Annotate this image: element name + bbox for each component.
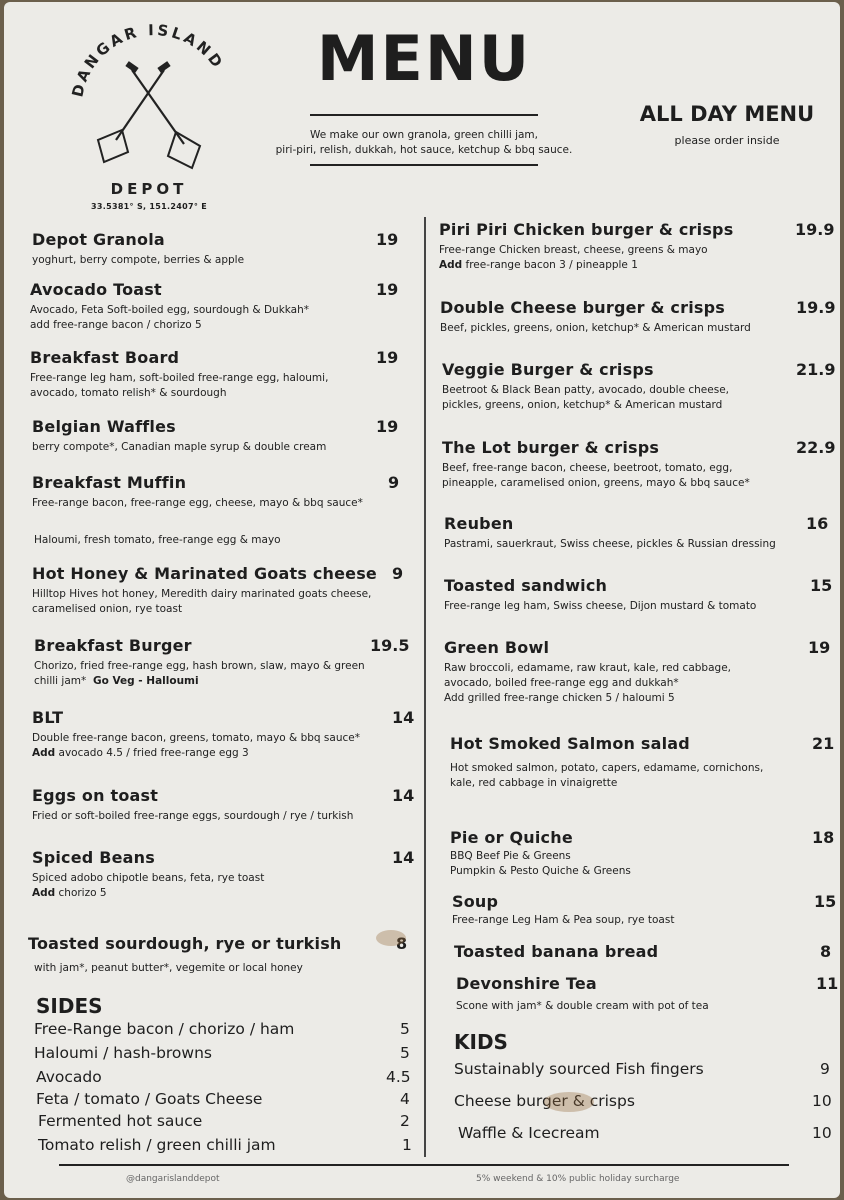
side-price: 5: [400, 1044, 410, 1062]
side-price: 5: [400, 1020, 410, 1038]
side-item: [36, 1068, 416, 1086]
item-price: 22.9: [796, 438, 836, 457]
side-item: [34, 1044, 414, 1062]
sides-heading: SIDES: [36, 994, 103, 1018]
item-description-line: Hilltop Hives hot honey, Meredith dairy marinated goats cheese,: [32, 588, 372, 600]
item-description: [450, 761, 840, 791]
kids-price: 10: [812, 1124, 832, 1142]
addon-text: avocado 4.5 / fried free-range egg 3: [58, 747, 249, 759]
logo-name-top: DANGAR ISLAND: [68, 22, 228, 99]
item-name: Avocado Toast: [30, 280, 162, 299]
item-description: [32, 871, 412, 901]
menu-item: [440, 298, 835, 336]
all-day-subtitle: please order inside: [674, 134, 780, 147]
kids-name: Waffle & Icecream: [458, 1124, 600, 1142]
footer-handle: @dangarislanddepot: [126, 1174, 220, 1184]
item-description-line: Beef, free-range bacon, cheese, beetroot, tomato, egg,: [442, 462, 733, 474]
side-price: 2: [400, 1112, 410, 1130]
page-title: MENU: [316, 22, 532, 95]
item-price: 14: [392, 848, 415, 867]
item-name: Breakfast Muffin: [32, 473, 187, 492]
item-name: Hot Honey & Marinated Goats cheese: [32, 564, 377, 583]
item-description-line: kale, red cabbage in vinaigrette: [450, 777, 618, 789]
menu-item: [454, 942, 840, 961]
side-item: [34, 1020, 414, 1038]
item-name: Green Bowl: [444, 638, 550, 657]
addon-label: Add: [32, 747, 56, 759]
item-price: 8: [396, 934, 408, 953]
item-description-text: chilli jam*: [34, 675, 87, 687]
menu-item: [452, 892, 840, 928]
item-description-line: pineapple, caramelised onion, greens, mayo & bbq sauce*: [442, 477, 750, 489]
menu-item: [442, 438, 837, 491]
column-divider: [424, 217, 426, 1157]
item-description: [30, 371, 402, 401]
menu-item: [450, 734, 840, 791]
side-name: Haloumi / hash-browns: [34, 1044, 212, 1062]
kids-item: [454, 1092, 834, 1110]
item-name: Spiced Beans: [32, 848, 155, 867]
item-description: [450, 849, 840, 879]
menu-item: [450, 828, 840, 879]
side-price: 4.5: [386, 1068, 411, 1086]
intro-underline: [310, 164, 538, 166]
item-addon: add free-range bacon / chorizo 5: [30, 319, 202, 331]
menu-item: [32, 708, 415, 761]
item-description: Free-range bacon, free-range egg, cheese, mayo & bbq sauce*: [32, 497, 363, 509]
item-description-line: Hot smoked salmon, potato, capers, edamame, cornichons,: [450, 762, 764, 774]
side-item: [38, 1136, 418, 1154]
menu-item: [28, 934, 414, 976]
item-description-line: Pumpkin & Pesto Quiche & Greens: [450, 865, 631, 877]
item-price: 19.9: [796, 298, 836, 317]
side-item: [38, 1112, 418, 1130]
item-price: 15: [810, 576, 833, 595]
menu-item: [32, 564, 406, 617]
item-description: [34, 659, 410, 689]
menu-item: [32, 230, 402, 268]
item-description-line: Chorizo, fried free-range egg, hash brown, slaw, mayo & green: [34, 660, 365, 672]
item-description-line: avocado, boiled free-range egg and dukkah*: [444, 677, 679, 689]
item-price: 21: [812, 734, 835, 753]
item-name: Toasted sourdough, rye or turkish: [28, 934, 342, 953]
kids-price: 10: [812, 1092, 832, 1110]
addon-text: free-range bacon 3 / pineapple 1: [465, 259, 638, 271]
item-name: BLT: [32, 708, 64, 727]
item-description: [32, 731, 410, 761]
side-price: 4: [400, 1090, 410, 1108]
item-name: Belgian Waffles: [32, 417, 176, 436]
side-name: Feta / tomato / Goats Cheese: [36, 1090, 263, 1108]
intro-line-1: We make our own granola, green chilli jam,: [309, 129, 538, 141]
item-name: Pie or Quiche: [450, 828, 573, 847]
item-description-line: Free-range Chicken breast, cheese, greens & mayo: [439, 244, 708, 256]
item-description-line: Free-range leg ham, soft-boiled free-range egg, haloumi,: [30, 372, 329, 384]
addon-label: Add: [32, 887, 56, 899]
menu-item: [30, 280, 402, 333]
side-name: Free-Range bacon / chorizo / ham: [34, 1020, 295, 1038]
kids-item: [458, 1124, 838, 1142]
item-description: Free-range Leg Ham & Pea soup, rye toast: [452, 914, 675, 926]
item-name: Double Cheese burger & crisps: [440, 298, 725, 317]
menu-item: [32, 473, 402, 511]
item-description-line: Raw broccoli, edamame, raw kraut, kale, red cabbage,: [444, 662, 731, 674]
item-name: Soup: [452, 892, 499, 911]
item-description-line: Spiced adobo chipotle beans, feta, rye toast: [32, 872, 265, 884]
item-price: 19: [376, 280, 399, 299]
kids-price: 9: [820, 1060, 830, 1078]
menu-item: [444, 514, 839, 552]
menu-item: [32, 786, 415, 824]
item-description-line: Double free-range bacon, greens, tomato, mayo & bbq sauce*: [32, 732, 360, 744]
item-description: [30, 303, 402, 333]
coffee-stain: [544, 1092, 594, 1112]
side-name: Tomato relish / green chilli jam: [38, 1136, 276, 1154]
menu-item: [30, 348, 402, 401]
addon-text: chorizo 5: [58, 887, 107, 899]
item-description: [444, 661, 839, 706]
crossed-oars-icon: [64, 22, 234, 202]
menu-item: [34, 636, 410, 689]
all-day-heading: ALL DAY MENU: [639, 102, 815, 126]
item-name: The Lot burger & crisps: [442, 438, 660, 457]
item-description-line: Avocado, Feta Soft-boiled egg, sourdough & Dukkah*: [30, 304, 310, 316]
item-name: Veggie Burger & crisps: [442, 360, 654, 379]
item-description: Pastrami, sauerkraut, Swiss cheese, pickles & Russian dressing: [444, 538, 776, 550]
item-description: [439, 243, 834, 273]
menu-item: [442, 360, 837, 413]
menu-item: [32, 417, 402, 455]
item-description: Free-range leg ham, Swiss cheese, Dijon mustard & tomato: [444, 600, 757, 612]
item-name: Hot Smoked Salmon salad: [450, 734, 690, 753]
item-price: 19: [808, 638, 831, 657]
item-price: 19.9: [795, 220, 835, 239]
item-price: 19.5: [370, 636, 410, 655]
side-name: Avocado: [36, 1068, 102, 1086]
item-name: Eggs on toast: [32, 786, 159, 805]
item-description: yoghurt, berry compote, berries & apple: [32, 254, 245, 266]
menu-item: [439, 220, 834, 273]
menu-item: [456, 974, 840, 1014]
coordinates: 33.5381° S, 151.2407° E: [91, 202, 207, 211]
item-price: 14: [392, 708, 415, 727]
item-price: 8: [820, 942, 832, 961]
item-price: 11: [816, 974, 839, 993]
item-addon: Add grilled free-range chicken 5 / haloumi 5: [444, 692, 675, 704]
coffee-stain: [376, 930, 406, 946]
intro-line-2: piri-piri, relish, dukkah, hot sauce, ketchup & bbq sauce.: [275, 144, 573, 156]
item-variant: Haloumi, fresh tomato, free-range egg & mayo: [34, 534, 281, 546]
item-description: [442, 383, 837, 413]
menu-sheet: [4, 2, 840, 1198]
side-item: [36, 1090, 416, 1108]
item-description: berry compote*, Canadian maple syrup & double cream: [32, 441, 327, 453]
kids-item: [454, 1060, 834, 1078]
kids-name: Cheese burger & crisps: [454, 1092, 635, 1110]
item-description-line: [34, 674, 410, 689]
item-name: Toasted sandwich: [444, 576, 608, 595]
item-addon: [32, 746, 410, 761]
item-price: 15: [814, 892, 837, 911]
item-price: 19: [376, 230, 399, 249]
item-description: Beef, pickles, greens, onion, ketchup* & American mustard: [440, 322, 751, 334]
item-description: with jam*, peanut butter*, vegemite or local honey: [34, 962, 303, 974]
item-price: 19: [376, 417, 399, 436]
item-price: 18: [812, 828, 835, 847]
item-price: 21.9: [796, 360, 836, 379]
item-description-line: caramelised onion, rye toast: [32, 603, 183, 615]
item-name: Piri Piri Chicken burger & crisps: [439, 220, 734, 239]
menu-item: [444, 576, 839, 614]
intro-text: [254, 128, 594, 158]
item-price: 16: [806, 514, 829, 533]
item-description: [32, 587, 406, 617]
item-description-line: avocado, tomato relish* & sourdough: [30, 387, 227, 399]
item-price: 9: [392, 564, 404, 583]
title-underline: [310, 114, 538, 116]
item-name: Toasted banana bread: [454, 942, 659, 961]
logo: [64, 22, 234, 202]
item-price: 9: [388, 473, 400, 492]
item-description: Fried or soft-boiled free-range eggs, sourdough / rye / turkish: [32, 810, 354, 822]
item-price: 14: [392, 786, 415, 805]
item-description: Scone with jam* & double cream with pot of tea: [456, 1000, 709, 1012]
item-price: 19: [376, 348, 399, 367]
footer-surcharge: 5% weekend & 10% public holiday surcharge: [476, 1174, 680, 1184]
item-description-line: BBQ Beef Pie & Greens: [450, 850, 571, 862]
menu-item: [444, 638, 839, 706]
addon-label: Add: [439, 259, 463, 271]
item-description-line: pickles, greens, onion, ketchup* & American mustard: [442, 399, 723, 411]
item-name: Breakfast Burger: [34, 636, 192, 655]
item-name: Depot Granola: [32, 230, 165, 249]
item-addon: [32, 886, 412, 901]
item-option: Go Veg - Halloumi: [92, 675, 199, 687]
kids-heading: KIDS: [454, 1030, 508, 1054]
item-name: Reuben: [444, 514, 514, 533]
item-description: [442, 461, 837, 491]
logo-name-bottom: DEPOT: [110, 180, 188, 198]
menu-item: [32, 848, 415, 901]
kids-name: Sustainably sourced Fish fingers: [454, 1060, 704, 1078]
item-name: Devonshire Tea: [456, 974, 597, 993]
item-name: Breakfast Board: [30, 348, 180, 367]
side-name: Fermented hot sauce: [38, 1112, 203, 1130]
item-description-line: Beetroot & Black Bean patty, avocado, double cheese,: [442, 384, 729, 396]
footer-rule: [59, 1164, 789, 1166]
item-addon: [439, 258, 834, 273]
side-price: 1: [402, 1136, 412, 1154]
